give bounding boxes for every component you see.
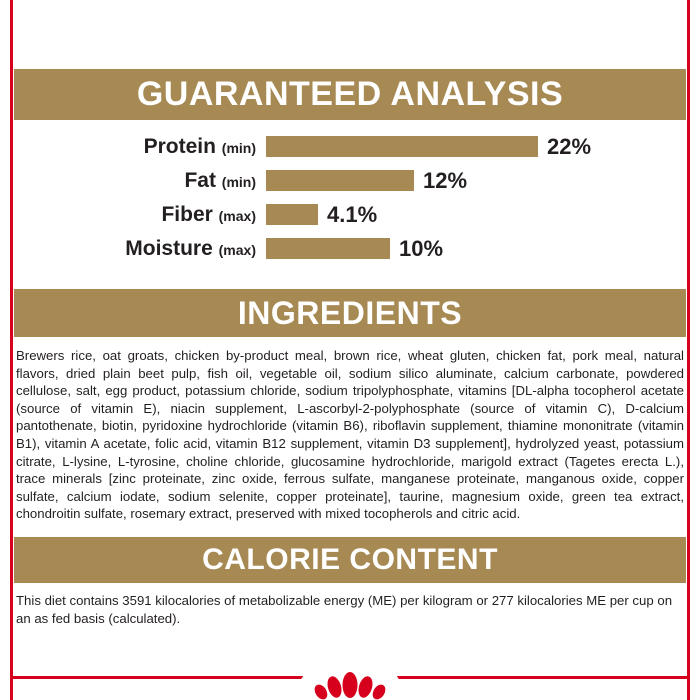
- royal-canin-crest-icon: [296, 656, 404, 700]
- guaranteed-analysis-table: [14, 132, 686, 263]
- analysis-value: 4.1%: [327, 201, 378, 227]
- analysis-nutrient-name: Fiber: [161, 202, 213, 226]
- analysis-value: 12%: [423, 167, 468, 193]
- analysis-nutrient-name: Protein: [143, 134, 216, 158]
- analysis-value: 22%: [547, 133, 592, 159]
- footer-crest-area: [0, 656, 700, 700]
- guaranteed-analysis-header: GUARANTEED ANALYSIS: [14, 69, 686, 120]
- analysis-nutrient-qualifier: (min): [221, 173, 256, 190]
- analysis-nutrient-name: Fat: [184, 168, 216, 192]
- page-content: [14, 0, 686, 627]
- analysis-nutrient-qualifier: (max): [218, 207, 256, 224]
- left-border-rule: [10, 0, 13, 700]
- ingredients-header: INGREDIENTS: [14, 289, 686, 337]
- analysis-bar: [266, 170, 414, 191]
- calorie-content-text: This diet contains 3591 kilocalories of metabolizable energy (ME) per kilogram or 277 kilocalories ME per cup on an as fed basis (calculated).: [16, 592, 673, 626]
- analysis-nutrient-qualifier: (min): [221, 139, 256, 156]
- analysis-row-label: [20, 169, 266, 193]
- analysis-row: [20, 166, 680, 195]
- analysis-row-label: [20, 203, 266, 227]
- analysis-row: [20, 234, 680, 263]
- analysis-row: [20, 200, 680, 229]
- analysis-value: 10%: [399, 235, 444, 261]
- ingredients-text: Brewers rice, oat groats, chicken by-product meal, brown rice, wheat gluten, chicken fat, pork meal, natural flavors, dried plain beet pulp, fish oil, vegetable oil, sodium silico aluminate, calcium carbonate, powdered cellulose, salt, egg product, potassium chloride, sodium tripolyphosphate, vitamins [DL-alpha tocopherol acetate (source of vitamin E), niacin supplement, L-ascorbyl-2-polyphosphate (source of vitamin C), D-calcium pantothenate, biotin, pyridoxine hydrochloride (vitamin B6), riboflavin supplement, thiamine mononitrate (vitamin B1), vitamin A acetate, folic acid, vitamin B12 supplement, vitamin D3 supplement], hydrolyzed yeast, potassium citrate, L-lysine, L-tyrosine, choline chloride, glucosamine hydrochloride, marigold extract (Tagetes erecta L.), trace minerals [zinc proteinate, zinc oxide, ferrous sulfate, manganese proteinate, manganous oxide, copper sulfate, calcium iodate, sodium selenite, copper proteinate], taurine, magnesium oxide, green tea extract, chondroitin sulfate, rosemary extract, preserved with mixed tocopherols and citric acid.: [16, 348, 684, 522]
- analysis-bar: [266, 204, 318, 225]
- analysis-row: [20, 132, 680, 161]
- analysis-bar: [266, 238, 390, 259]
- right-border-rule: [687, 0, 690, 700]
- analysis-nutrient-qualifier: (max): [218, 241, 256, 258]
- analysis-nutrient-name: Moisture: [125, 236, 213, 260]
- analysis-row-label: [20, 237, 266, 261]
- calorie-content-header: CALORIE CONTENT: [14, 537, 686, 583]
- analysis-row-label: [20, 135, 266, 159]
- analysis-bar: [266, 136, 538, 157]
